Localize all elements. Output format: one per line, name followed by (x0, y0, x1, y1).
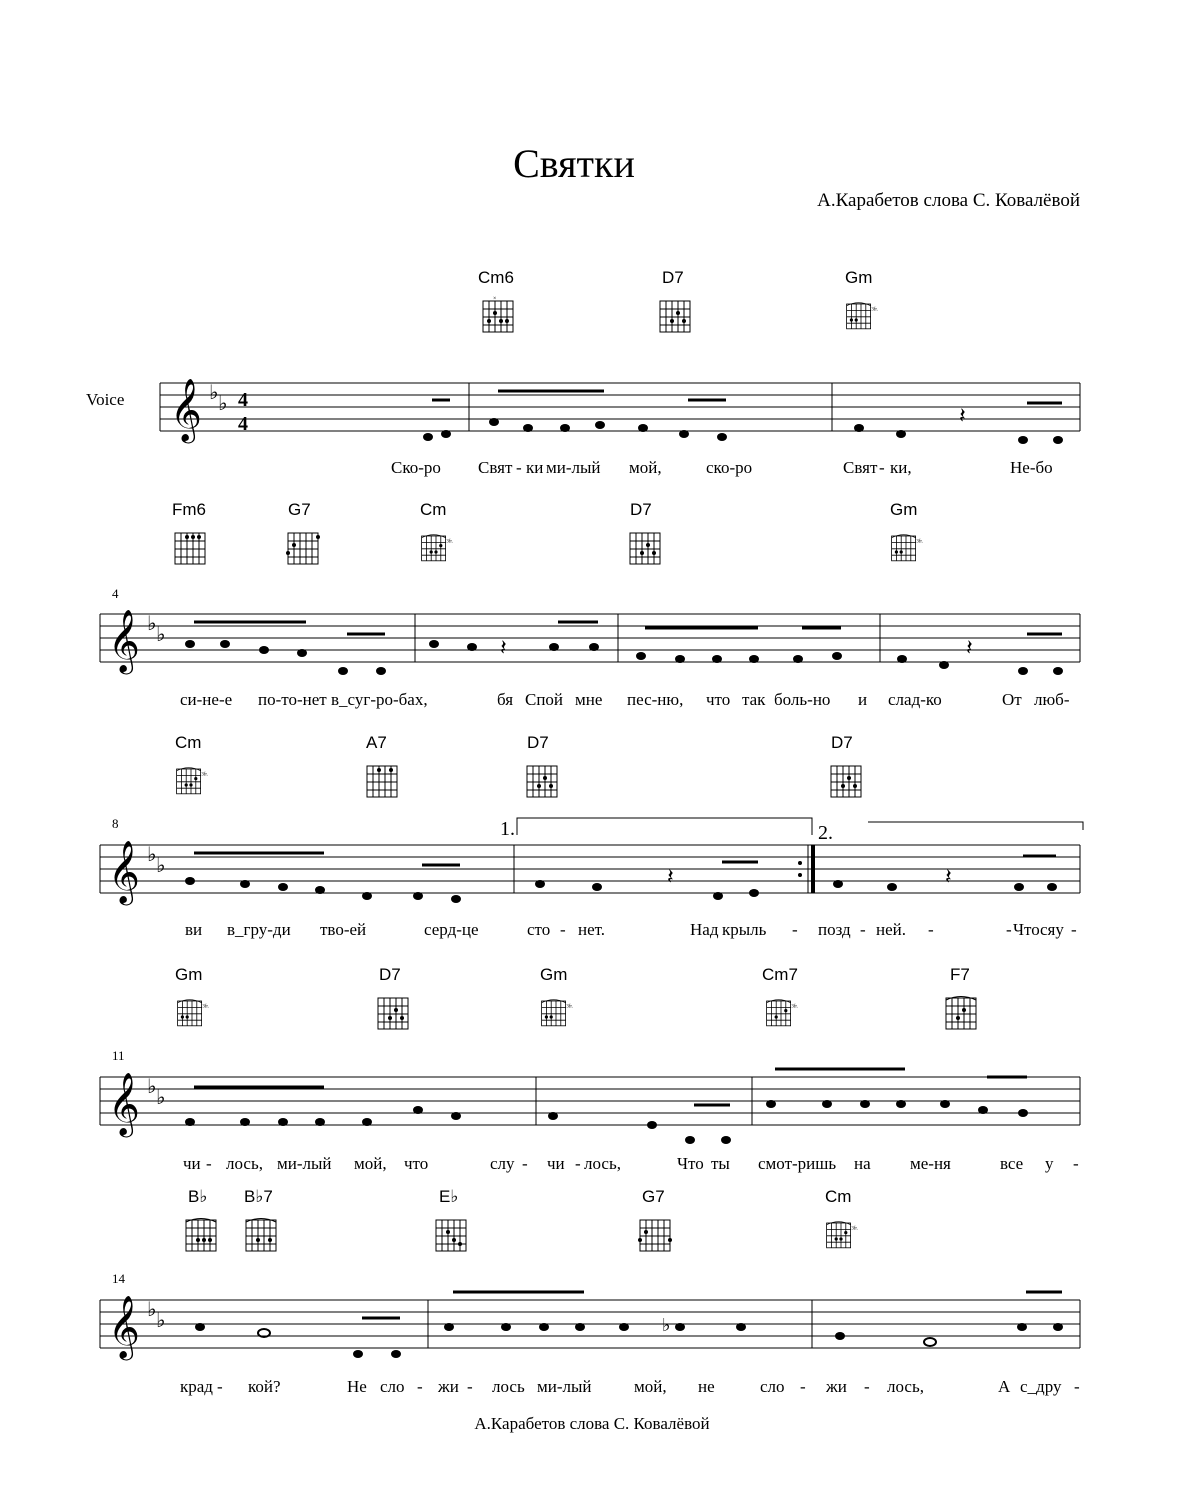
lyric-syllable: ми-лый (537, 1377, 592, 1396)
volta-second: 2. (818, 822, 833, 844)
song-title: Святки (513, 141, 635, 186)
lyric-syllable: - (522, 1154, 528, 1173)
lyric-syllable: тво-ей (320, 920, 367, 939)
staff-system-2 (0, 600, 1148, 680)
lyric-syllable: кой? (248, 1377, 281, 1396)
svg-text:3fr.: 3fr. (791, 1004, 798, 1010)
lyric-syllable: ме-ня (910, 1154, 951, 1173)
chord-diagram-icon (825, 1218, 857, 1252)
svg-text:4: 4 (238, 413, 248, 435)
chord-diagram-icon (638, 1218, 670, 1252)
lyric-syllable: так (742, 690, 766, 709)
lyric-syllable: си-не-е (180, 690, 233, 709)
chord-diagram-icon (525, 764, 557, 798)
lyric-syllable: все (1000, 1154, 1024, 1173)
chord-diagram-icon (944, 996, 976, 1030)
chord-symbol: B♭7 (244, 1187, 273, 1206)
lyric-syllable: слад-ко (888, 690, 942, 709)
lyric-syllable: сло (380, 1377, 405, 1396)
lyric-syllable: лось, (584, 1154, 621, 1173)
instrument-label: Voice (86, 390, 125, 409)
page-footer: А.Карабетов слова С. Ковалёвой (474, 1414, 710, 1433)
svg-text:♭: ♭ (156, 1310, 166, 1332)
svg-text:3fr.: 3fr. (871, 307, 878, 313)
svg-text:𝄽: 𝄽 (945, 864, 952, 889)
lyric-syllable: с_дру (1020, 1377, 1062, 1396)
lyric-syllable: ты (711, 1154, 730, 1173)
lyric-syllable: От (1002, 690, 1022, 709)
lyric-syllable: жи (826, 1377, 847, 1396)
svg-text:𝄞: 𝄞 (170, 378, 202, 441)
chord-symbol: Cm (825, 1187, 852, 1206)
lyric-syllable: - (800, 1377, 806, 1396)
lyric-syllable: нет. (578, 920, 606, 939)
chord-diagram-icon (173, 531, 205, 565)
svg-text:𝄽: 𝄽 (959, 403, 966, 428)
chord-diagram-icon (365, 764, 397, 798)
chord-symbol: D7 (831, 733, 853, 752)
chord-symbol: A7 (366, 733, 387, 752)
chord-diagram-icon (434, 1218, 466, 1252)
svg-text:𝄽: 𝄽 (500, 635, 507, 660)
lyric-syllable: - (575, 1154, 581, 1173)
chord-symbol: Cm6 (478, 268, 514, 287)
chord-diagram-icon (420, 531, 452, 565)
lyric-syllable: по-то-нет (258, 690, 327, 709)
lyric-syllable: крыль (722, 920, 767, 939)
lyric-syllable: лось, (226, 1154, 263, 1173)
lyric-syllable: мой, (354, 1154, 387, 1173)
lyric-syllable: ми-лый (277, 1154, 332, 1173)
lyric-syllable: ней. (876, 920, 906, 939)
svg-text:𝄽: 𝄽 (667, 864, 674, 889)
chord-symbol: Cm (420, 500, 447, 519)
measure-number: 8 (112, 816, 119, 831)
lyric-syllable: слу (490, 1154, 515, 1173)
chord-diagram-icon (829, 764, 861, 798)
lyric-syllable: Свят (843, 458, 878, 477)
chord-symbol: E♭ (439, 1187, 459, 1206)
lyric-syllable: ско-ро (706, 458, 753, 477)
lyric-syllable: позд (818, 920, 851, 939)
svg-text:3fr.: 3fr. (202, 1004, 209, 1010)
staff-system-3 (0, 830, 1148, 910)
svg-text:3fr.: 3fr. (446, 539, 453, 545)
chord-diagram-icon (481, 296, 513, 333)
lyric-syllable: мой, (634, 1377, 667, 1396)
staff-system-4 (0, 1060, 1148, 1140)
chord-symbol: Gm (845, 268, 873, 287)
lyric-syllable: на (854, 1154, 871, 1173)
lyric-syllable: люб- (1034, 690, 1070, 709)
chord-symbol: B♭ (188, 1187, 208, 1206)
chord-diagram-icon (890, 531, 922, 565)
svg-text:♭: ♭ (156, 624, 166, 646)
svg-text:3fr.: 3fr. (851, 1226, 858, 1232)
lyric-syllable: - (860, 920, 866, 939)
lyric-syllable: А (998, 1377, 1011, 1396)
chord-symbol: G7 (642, 1187, 665, 1206)
measure-number: 4 (112, 586, 119, 601)
lyric-syllable: боль-но (774, 690, 831, 709)
svg-text:3fr.: 3fr. (916, 539, 923, 545)
chord-symbol: D7 (527, 733, 549, 752)
lyric-syllable: сяу (1040, 920, 1064, 939)
svg-text:♭: ♭ (156, 1087, 166, 1109)
chord-diagram-icon (376, 996, 408, 1030)
chord-symbol: Cm (175, 733, 202, 752)
lyric-syllable: бя (497, 690, 514, 709)
lyric-syllable: чи (183, 1154, 201, 1173)
svg-text:♭: ♭ (662, 1315, 671, 1335)
chord-diagram-icon (176, 996, 208, 1030)
lyric-syllable: - (516, 458, 522, 477)
svg-text:3fr.: 3fr. (566, 1004, 573, 1010)
chord-diagram-icon (184, 1218, 216, 1252)
lyric-syllable: ки (526, 458, 544, 477)
lyric-syllable: крад (180, 1377, 213, 1396)
svg-text:𝄞: 𝄞 (108, 1295, 140, 1358)
lyric-syllable: мне (575, 690, 603, 709)
svg-text:♭: ♭ (147, 1299, 157, 1321)
svg-text:♭: ♭ (147, 1076, 157, 1098)
chord-symbol: D7 (630, 500, 652, 519)
chord-diagram-icon (175, 764, 207, 798)
lyric-syllable: ми-лый (546, 458, 601, 477)
lyric-syllable: у (1045, 1154, 1054, 1173)
chord-diagram-icon (540, 996, 572, 1030)
chord-symbol: D7 (379, 965, 401, 984)
svg-text:♭: ♭ (156, 855, 166, 877)
lyric-syllable: мой, (629, 458, 662, 477)
lyric-syllable: - (792, 920, 798, 939)
composer-credit: А.Карабетов слова С. Ковалёвой (817, 190, 1080, 211)
svg-text:×: × (493, 296, 497, 302)
lyric-syllable: не (698, 1377, 715, 1396)
lyric-syllable: - (417, 1377, 423, 1396)
svg-text:𝄞: 𝄞 (108, 1072, 140, 1135)
lyric-syllable: - (928, 920, 934, 939)
svg-text:4: 4 (238, 389, 248, 411)
lyric-syllable: - (217, 1377, 223, 1396)
chord-symbol: Gm (890, 500, 918, 519)
chord-symbol: D7 (662, 268, 684, 287)
lyric-syllable: в_суг-ро-бах, (331, 690, 428, 709)
svg-text:𝄽: 𝄽 (966, 635, 973, 660)
lyric-syllable: лось, (887, 1377, 924, 1396)
lyric-syllable: - (864, 1377, 870, 1396)
chord-diagram-icon (628, 531, 660, 565)
lyric-syllable: пес-ню, (627, 690, 684, 709)
chord-diagram-icon (286, 531, 318, 565)
chord-diagram-icon (658, 299, 690, 333)
lyric-syllable: жи (438, 1377, 459, 1396)
lyric-syllable: Спой (525, 690, 564, 709)
lyric-syllable: лось (492, 1377, 525, 1396)
lyric-syllable: - (560, 920, 566, 939)
lyric-syllable: Что (677, 1154, 704, 1173)
chord-diagram-icon (765, 996, 797, 1030)
lyric-syllable: смот-ришь (758, 1154, 837, 1173)
lyric-syllable: Не-бо (1010, 458, 1053, 477)
svg-text:𝄞: 𝄞 (108, 609, 140, 672)
lyric-syllable: Свят (478, 458, 513, 477)
measure-number: 14 (112, 1271, 125, 1286)
lyric-syllable: Не (347, 1377, 367, 1396)
lyric-syllable: что (706, 690, 731, 709)
staff-system-5 (0, 1290, 1148, 1370)
volta-first: 1. (500, 818, 515, 840)
lyric-syllable: серд-це (424, 920, 479, 939)
lyric-syllable: - (1074, 1377, 1080, 1396)
lyric-syllable: - (467, 1377, 473, 1396)
lyric-syllable: Над (690, 920, 719, 939)
lyric-syllable: ки, (890, 458, 912, 477)
lyric-syllable: сло (760, 1377, 785, 1396)
svg-text:♭: ♭ (147, 613, 157, 635)
chord-symbol: Cm7 (762, 965, 798, 984)
svg-text:𝄞: 𝄞 (108, 840, 140, 903)
svg-text:♭: ♭ (209, 382, 219, 404)
svg-text:♭: ♭ (218, 393, 228, 415)
lyric-syllable: в_гру-ди (227, 920, 291, 939)
lyric-syllable: Что (1013, 920, 1040, 939)
chord-symbol: Fm6 (172, 500, 206, 519)
svg-text:3fr.: 3fr. (201, 772, 208, 778)
lyric-syllable: что (404, 1154, 429, 1173)
chord-symbol: G7 (288, 500, 311, 519)
chord-symbol: Gm (175, 965, 203, 984)
lyric-syllable: сто (527, 920, 551, 939)
lyric-syllable: - (1073, 1154, 1079, 1173)
svg-text:♭: ♭ (147, 844, 157, 866)
lyric-syllable: - (206, 1154, 212, 1173)
lyric-syllable: - (1071, 920, 1077, 939)
lyric-syllable: - (879, 458, 885, 477)
chord-symbol: F7 (950, 965, 970, 984)
chord-diagram-icon (244, 1218, 276, 1252)
chord-symbol: Gm (540, 965, 568, 984)
chord-diagram-icon (845, 299, 877, 333)
lyric-syllable: чи (547, 1154, 565, 1173)
measure-number: 11 (112, 1048, 125, 1063)
lyric-syllable: ви (185, 920, 203, 939)
lyric-syllable: - (1006, 920, 1012, 939)
lyric-syllable: и (858, 690, 868, 709)
lyric-syllable: Ско-ро (391, 458, 441, 477)
staff-system-1 (0, 370, 1148, 450)
